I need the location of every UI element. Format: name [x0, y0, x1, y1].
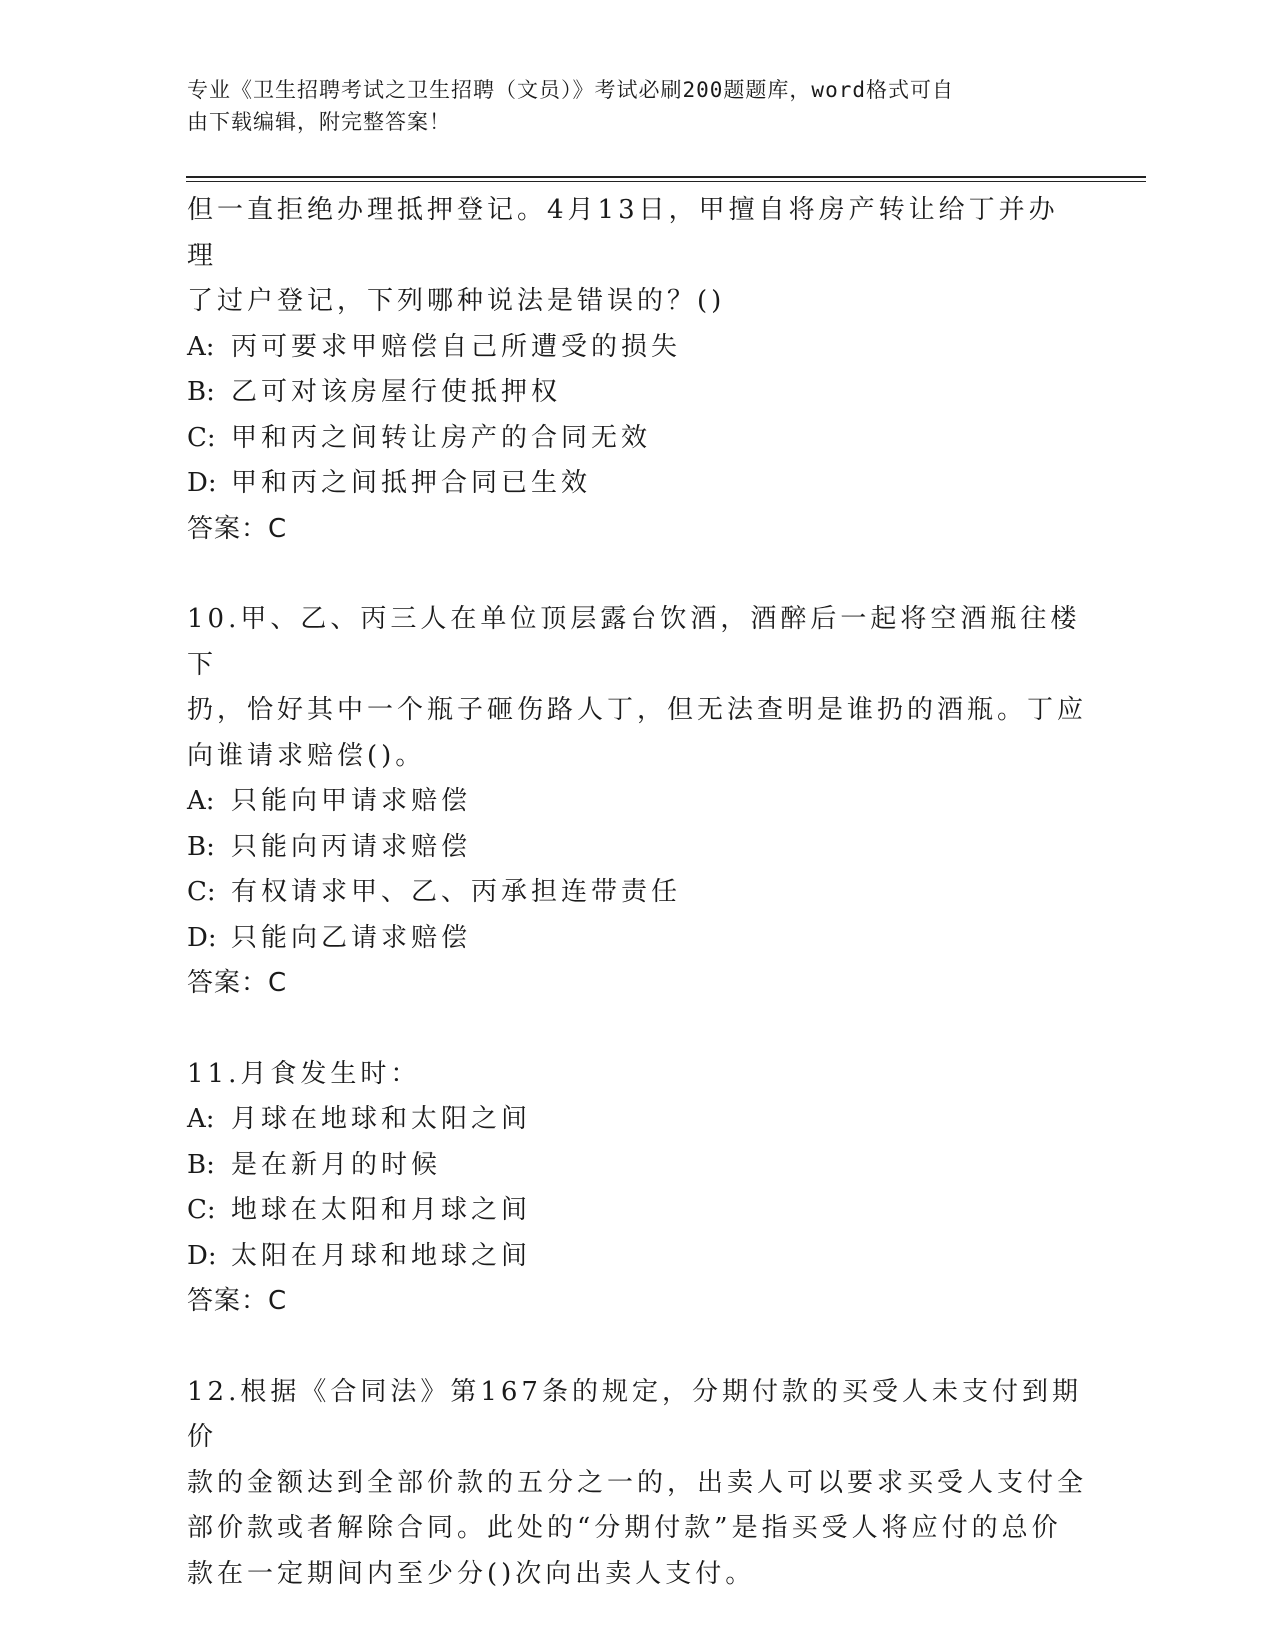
option-text: 地球在太阳和月球之间	[231, 1195, 532, 1225]
option-a	[187, 325, 1087, 371]
question-stem-line: 向谁请求赔偿()。	[187, 740, 426, 771]
spacer	[187, 1325, 1087, 1370]
option-text: 丙可要求甲赔偿自己所遭受的损失	[231, 331, 682, 362]
option-key: D:	[187, 922, 217, 953]
option-key: C:	[187, 1195, 216, 1225]
option-c	[187, 1188, 1087, 1234]
answer-line: 答案：C	[187, 968, 288, 998]
option-text: 是在新月的时候	[231, 1149, 442, 1180]
question-stem-line: 了过户登记，下列哪种说法是错误的？()	[187, 286, 726, 316]
option-text: 太阳在月球和地球之间	[231, 1240, 532, 1271]
option-text: 月球在地球和太阳之间	[231, 1104, 532, 1134]
option-text: 甲和丙之间转让房产的合同无效	[231, 422, 652, 453]
question-stem-line: 款在一定期间内至少分()次向出卖人支付。	[187, 1558, 756, 1589]
option-a	[187, 1097, 1087, 1143]
question-11	[187, 1052, 1087, 1325]
option-b	[187, 370, 1087, 416]
question-9	[187, 188, 1087, 552]
header-rule-thin	[186, 181, 1146, 182]
option-key: B:	[187, 1149, 215, 1180]
option-text: 有权请求甲、乙、丙承担连带责任	[231, 877, 682, 907]
option-key: A:	[187, 1104, 215, 1134]
option-key: D:	[187, 1240, 217, 1271]
option-key: B:	[187, 831, 215, 862]
spacer	[187, 552, 1087, 597]
option-a	[187, 779, 1087, 825]
question-10	[187, 597, 1087, 1007]
option-text: 只能向乙请求赔偿	[231, 922, 472, 953]
question-stem-line: 款的金额达到全部价款的五分之一的，出卖人可以要求买受人支付全	[187, 1467, 1088, 1498]
spacer	[187, 1007, 1087, 1052]
option-key: C:	[187, 877, 216, 907]
option-text: 只能向丙请求赔偿	[231, 831, 472, 862]
document-header	[187, 74, 1067, 138]
header-rule-thick	[186, 176, 1146, 178]
question-list	[187, 188, 1087, 1597]
option-key: D:	[187, 468, 217, 498]
option-key: A:	[187, 331, 215, 362]
question-stem-line: 扔，恰好其中一个瓶子砸伤路人丁，但无法查明是谁扔的酒瓶。丁应	[187, 695, 1088, 725]
header-line-2: 由下载编辑，附完整答案！	[187, 110, 451, 134]
option-text: 乙可对该房屋行使抵押权	[231, 377, 562, 407]
option-b	[187, 1143, 1087, 1189]
option-key: A:	[187, 786, 215, 816]
option-d	[187, 461, 1087, 507]
question-stem-line: 12.根据《合同法》第167条的规定，分期付款的买受人未支付到期价	[187, 1376, 1082, 1452]
option-c	[187, 870, 1087, 916]
question-stem-line: 部价款或者解除合同。此处的“分期付款”是指买受人将应付的总价	[187, 1513, 1062, 1543]
answer-line: 答案：C	[187, 1286, 288, 1316]
option-key: B:	[187, 377, 215, 407]
option-b	[187, 825, 1087, 871]
option-d	[187, 916, 1087, 962]
option-d	[187, 1234, 1087, 1280]
question-stem-line: 但一直拒绝办理抵押登记。4月13日，甲擅自将房产转让给丁并办理	[187, 195, 1059, 271]
header-line-1: 专业《卫生招聘考试之卫生招聘（文员）》考试必刷200题题库，word格式可自	[187, 78, 954, 102]
question-12	[187, 1370, 1087, 1598]
option-text: 甲和丙之间抵押合同已生效	[231, 468, 592, 498]
option-text: 只能向甲请求赔偿	[231, 786, 472, 816]
answer-line: 答案：C	[187, 513, 288, 544]
option-c	[187, 416, 1087, 462]
question-stem-line: 11.月食发生时：	[187, 1058, 421, 1089]
option-key: C:	[187, 422, 216, 453]
question-stem-line: 10.甲、乙、丙三人在单位顶层露台饮酒，酒醉后一起将空酒瓶往楼下	[187, 604, 1081, 680]
